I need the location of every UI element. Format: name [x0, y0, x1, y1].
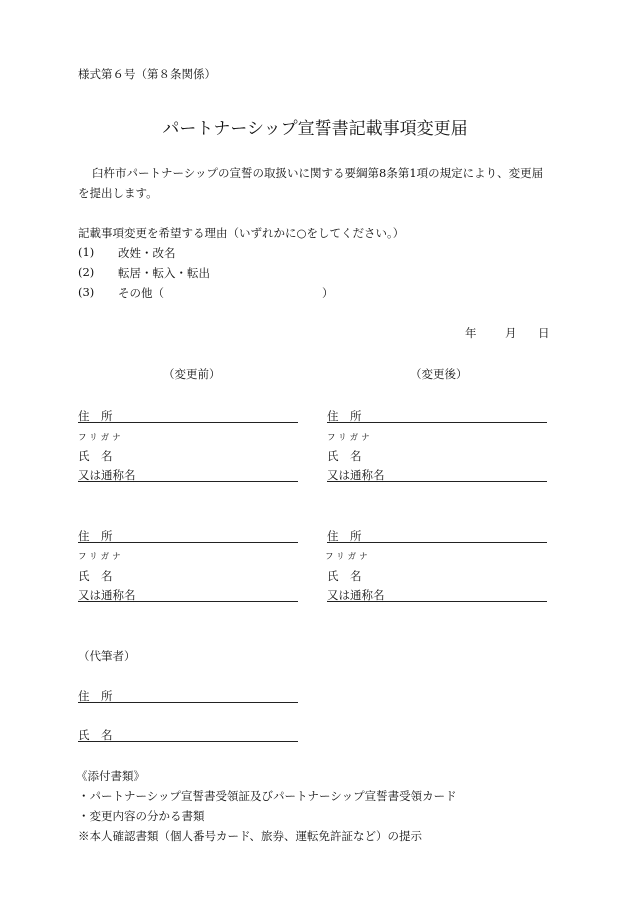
date-year: 年: [465, 326, 477, 340]
address-label: 住 所: [327, 529, 362, 543]
address-underline[interactable]: [327, 422, 547, 423]
reason-text-3: その他（: [118, 286, 164, 300]
form-number: 様式第６号（第８条関係）: [78, 67, 216, 81]
name-label: 氏 名: [78, 569, 113, 583]
name-label: 氏 名: [78, 449, 113, 463]
address-underline[interactable]: [78, 542, 298, 543]
intro-line-1: 臼杵市パートナーシップの宣誓の取扱いに関する要綱第8条第1項の規定により、変更届: [92, 166, 544, 180]
proxy-name-underline[interactable]: [78, 741, 298, 742]
page-title: パートナーシップ宣誓書記載事項変更届: [162, 119, 468, 139]
alias-label: 又は通称名: [78, 468, 136, 482]
proxy-address-underline[interactable]: [78, 702, 298, 703]
address-underline[interactable]: [327, 542, 547, 543]
date-month: 月: [505, 326, 517, 340]
furigana-label: フリガナ: [78, 433, 124, 443]
alias-label: 又は通称名: [327, 588, 385, 602]
furigana-label: フリガナ: [78, 552, 124, 562]
reason-prompt: 記載事項変更を希望する理由（いずれかに○をしてください。）: [78, 226, 405, 240]
attachment-item: ・変更内容の分かる書類: [78, 809, 205, 823]
date-day: 日: [538, 326, 550, 340]
name-underline[interactable]: [78, 601, 298, 602]
proxy-address-label: 住 所: [78, 689, 113, 703]
reason-text-1: 改姓・改名: [118, 246, 176, 260]
name-label: 氏 名: [327, 449, 362, 463]
address-label: 住 所: [327, 409, 362, 423]
column-before-heading: （変更前）: [163, 367, 221, 381]
attachment-item: ※本人確認書類（個人番号カード、旅券、運転免許証など）の提示: [78, 829, 422, 843]
address-label: 住 所: [78, 529, 113, 543]
proxy-name-label: 氏 名: [78, 728, 113, 742]
intro-line-2: を提出します。: [78, 186, 158, 200]
name-label: 氏 名: [327, 569, 362, 583]
address-underline[interactable]: [78, 422, 298, 423]
reason-other-close: ）: [322, 286, 334, 300]
proxy-heading: （代筆者）: [78, 649, 136, 663]
attachments-heading: 《添付書類》: [76, 769, 145, 783]
reason-number-3: (3): [78, 285, 95, 299]
address-label: 住 所: [78, 409, 113, 423]
attachment-item: ・パートナーシップ宣誓書受領証及びパートナーシップ宣誓書受領カード: [78, 789, 457, 803]
alias-label: 又は通称名: [78, 588, 136, 602]
name-underline[interactable]: [78, 481, 298, 482]
column-after-heading: （変更後）: [410, 367, 468, 381]
furigana-label: フリガナ: [325, 552, 371, 562]
furigana-label: フリガナ: [327, 433, 373, 443]
reason-number-2: (2): [78, 265, 95, 279]
reason-number-1: (1): [78, 245, 95, 259]
reason-text-2: 転居・転入・転出: [118, 266, 210, 280]
name-underline[interactable]: [327, 601, 547, 602]
name-underline[interactable]: [327, 481, 547, 482]
alias-label: 又は通称名: [327, 468, 385, 482]
